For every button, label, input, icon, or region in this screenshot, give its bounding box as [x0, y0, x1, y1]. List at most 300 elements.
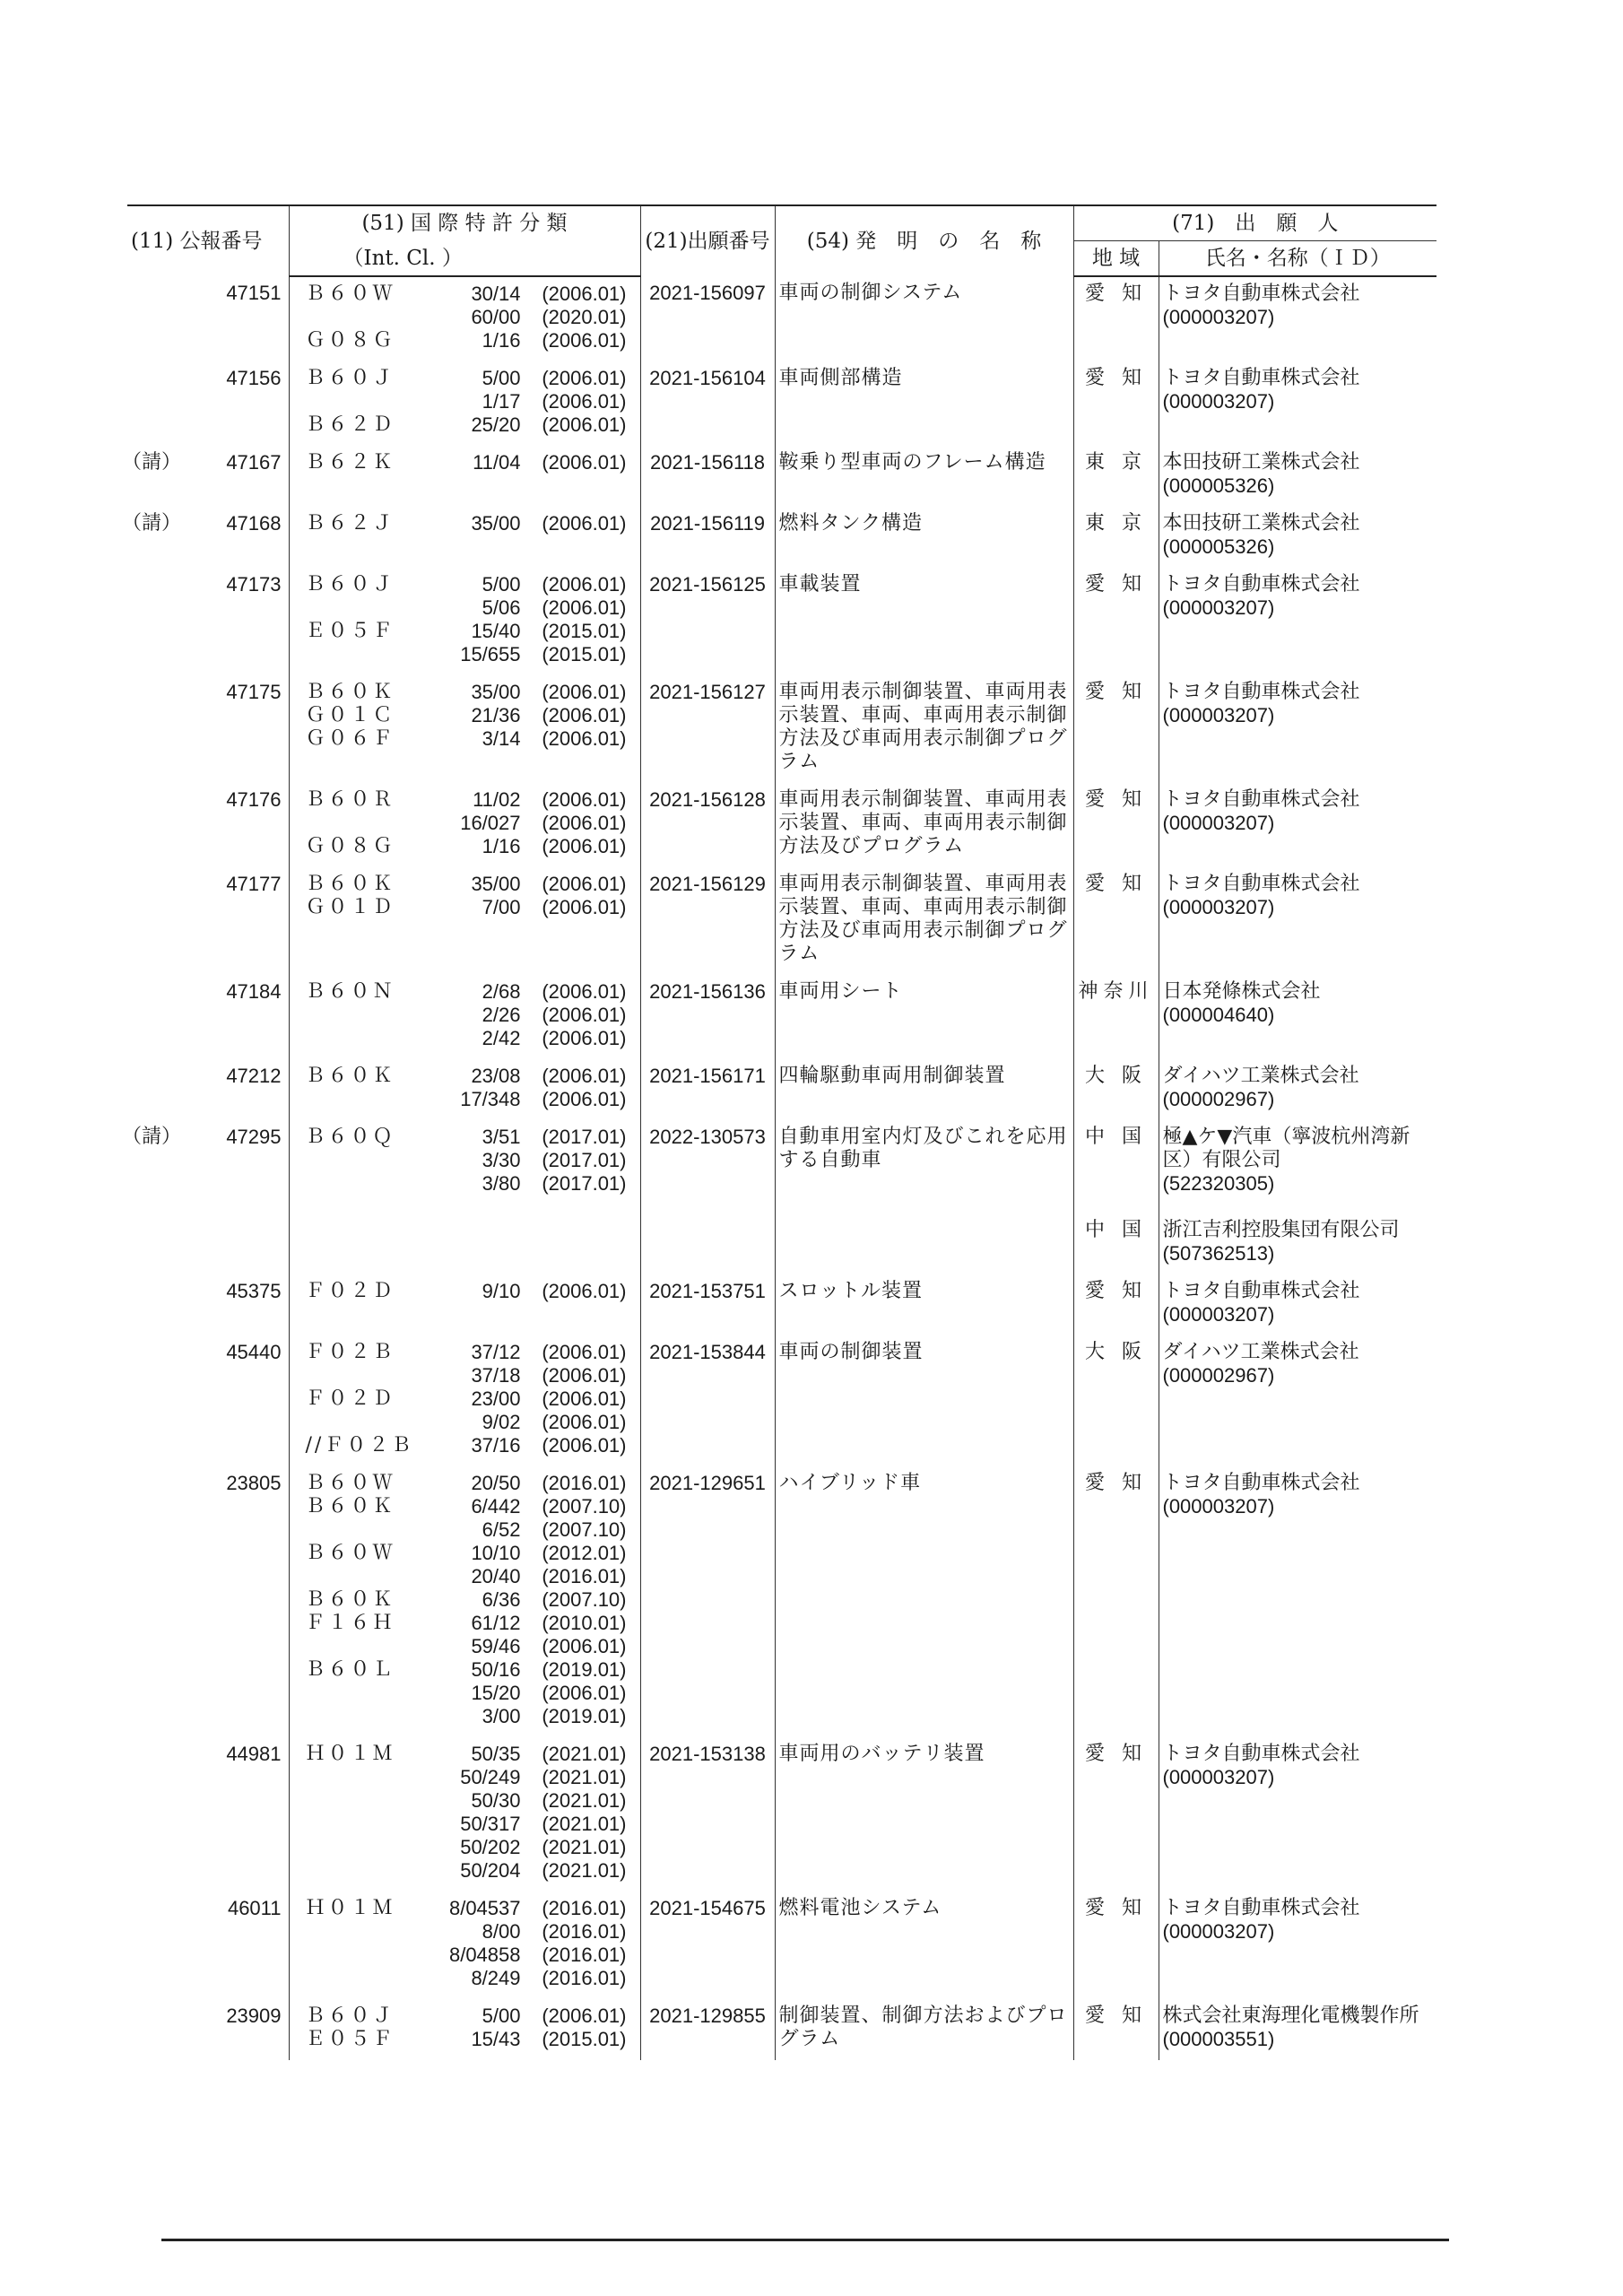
ipc-grp: 7/00: [482, 896, 521, 918]
ipc-grp: 50/249: [460, 1766, 521, 1788]
applicant-region: 大 阪: [1085, 1341, 1147, 1363]
ipc-code: [293, 1836, 412, 1859]
request-mark: （請）: [122, 1126, 182, 1148]
ipc-ver: (2006.01): [542, 896, 627, 918]
ipc-line: [293, 812, 637, 835]
pubno: 47156: [226, 367, 282, 389]
ipc-line: [293, 1766, 637, 1789]
region-cell: [1073, 1466, 1159, 1737]
header-title: (54) 発 明 の 名 称: [775, 205, 1073, 276]
applicant-cell: [1159, 276, 1436, 361]
ipc-ver: (2015.01): [542, 2028, 627, 2050]
applicant-region: 東 京: [1085, 512, 1147, 535]
ipc-line: [293, 835, 637, 858]
applicant-region: 愛 知: [1085, 1472, 1147, 1494]
applicant-region: 愛 知: [1085, 1897, 1147, 1919]
ipc-line: [293, 620, 637, 643]
pubno-cell: [127, 1892, 289, 1999]
invention-title: 車両の制御システム: [775, 276, 1073, 361]
ipc-line: [293, 413, 637, 437]
ipc-grp: 3/51: [482, 1126, 521, 1148]
table-row: [127, 1274, 1436, 1335]
ipc-ver: (2016.01): [542, 1472, 627, 1494]
region-cell: [1073, 975, 1159, 1059]
ipc-grp: 6/442: [471, 1495, 521, 1518]
ipc-line: [293, 1612, 637, 1635]
invention-title: ハイブリッド車: [775, 1466, 1073, 1737]
bottom-rule: [161, 2239, 1449, 2241]
applicant-name: トヨタ自動車株式会社: [1162, 681, 1360, 703]
ipc-line: [293, 1635, 637, 1658]
ipc-grp: 60/00: [471, 306, 521, 328]
ipc-code: Ｂ６０Ｊ: [305, 573, 395, 596]
ipc-grp: 50/317: [460, 1813, 521, 1835]
ipc-line: [293, 1004, 637, 1027]
ipc-code: Ｂ６２Ｄ: [305, 413, 395, 436]
ipc-line: [293, 1920, 637, 1944]
ipc-ver: (2017.01): [542, 1172, 627, 1195]
ipc-ver: (2006.01): [542, 573, 627, 596]
ipc-cell: [289, 1120, 640, 1274]
applicant-id: (000003207): [1162, 390, 1275, 413]
applicant-cell: [1159, 1059, 1436, 1120]
applicant: [1163, 1472, 1434, 1518]
ipc-code: Ｆ０２Ｂ: [305, 1341, 395, 1363]
applicant-cell: [1159, 507, 1436, 568]
ipc-code: Ｂ６０Ｊ: [305, 2005, 395, 2027]
applicant-cell: [1159, 1999, 1436, 2060]
ipc-code: [293, 1172, 412, 1196]
ipc-line: [293, 1126, 637, 1149]
applicant: [1163, 1341, 1434, 1387]
applicant: [1163, 283, 1434, 329]
ipc-code: Ｂ６０Ｎ: [305, 980, 395, 1003]
ipc-grp: 9/02: [482, 1411, 521, 1433]
ipc-code: Ｂ６０Ｋ: [305, 873, 395, 895]
ipc-grp: 15/655: [460, 643, 521, 665]
ipc-line: [293, 1434, 637, 1457]
ipc-line: [293, 1743, 637, 1766]
table-row: [127, 276, 1436, 361]
ipc-ver: (2021.01): [542, 1789, 627, 1812]
ipc-line: [293, 573, 637, 596]
pubno: 45440: [226, 1341, 282, 1363]
header-ipc: (51) 国 際 特 許 分 類: [289, 205, 640, 241]
ipc-grp: 5/06: [482, 596, 521, 619]
pubno-cell: [127, 276, 289, 361]
ipc-line: [293, 1495, 637, 1518]
ipc-ver: (2006.01): [542, 704, 627, 726]
ipc-code: [293, 1967, 412, 1990]
ipc-grp: 8/04537: [448, 1897, 521, 1919]
region-cell: [1073, 1059, 1159, 1120]
applicant-cell: [1159, 1335, 1436, 1466]
applicant-id: (000004640): [1162, 1004, 1275, 1026]
ipc-grp: 9/10: [482, 1280, 521, 1302]
invention-title: 車載装置: [775, 568, 1073, 675]
ipc-grp: 23/00: [471, 1387, 521, 1410]
ipc-code: Ｂ６０Ｗ: [305, 1542, 395, 1564]
ipc-ver: (2021.01): [542, 1836, 627, 1858]
invention-title: 車両用表示制御装置、車両用表示装置、車両、車両用表示制御方法及び車両用表示制御プログラム: [775, 867, 1073, 975]
ipc-cell: [289, 1892, 640, 1999]
applicant-name: 日本発條株式会社: [1162, 980, 1321, 1003]
ipc-line: [293, 1088, 637, 1111]
applicant-id: (000003207): [1162, 596, 1275, 619]
ipc-grp: 11/02: [473, 788, 521, 811]
pubno-cell: [127, 1274, 289, 1335]
ipc-cell: [289, 1737, 640, 1892]
table-row: [127, 675, 1436, 783]
region-cell: [1073, 1999, 1159, 2060]
applicant-region: 東 京: [1085, 451, 1147, 474]
header-pubno: (11) 公報番号: [127, 205, 289, 276]
header-ipc-sub: （Int. Cl. ）: [289, 241, 640, 277]
ipc-grp: 8/00: [482, 1920, 521, 1943]
ipc-grp: 6/36: [482, 1588, 521, 1611]
table-header: [127, 205, 1436, 276]
ipc-line: [293, 512, 637, 535]
ipc-code: //Ｆ０２Ｂ: [305, 1434, 414, 1457]
pubno: 23805: [226, 1472, 282, 1494]
ipc-line: [293, 1705, 637, 1728]
ipc-code: Ｂ６０Ｋ: [305, 1495, 395, 1518]
ipc-grp: 37/12: [471, 1341, 521, 1363]
ipc-line: [293, 1588, 637, 1612]
ipc-grp: 61/12: [471, 1612, 521, 1634]
table-row: [127, 1466, 1436, 1737]
ipc-cell: [289, 446, 640, 507]
ipc-grp: 21/36: [471, 704, 521, 726]
applicant: [1163, 573, 1434, 620]
ipc-line: [293, 329, 637, 352]
pubno-cell: [127, 1466, 289, 1737]
applicant-region: 中 国: [1085, 1219, 1147, 1241]
region-cell: [1073, 1892, 1159, 1999]
region-cell: [1073, 568, 1159, 675]
ipc-code: Ｅ０５Ｆ: [305, 2028, 395, 2050]
applicant: [1163, 1743, 1434, 1789]
patent-gazette-page: [122, 204, 1436, 2060]
ipc-grp: 37/16: [471, 1434, 521, 1457]
region-cell: [1073, 675, 1159, 783]
invention-title: 燃料タンク構造: [775, 507, 1073, 568]
pubno: 45375: [226, 1280, 282, 1302]
applicant-cell: [1159, 361, 1436, 446]
ipc-ver: (2006.01): [542, 1004, 627, 1026]
ipc-grp: 3/80: [482, 1172, 521, 1195]
applicant-id: (000005326): [1162, 535, 1275, 558]
table-row: [127, 507, 1436, 568]
ipc-ver: (2012.01): [542, 1542, 627, 1564]
applicant-region: 愛 知: [1085, 788, 1147, 811]
ipc-ver: (2006.01): [542, 873, 627, 895]
ipc-line: [293, 896, 637, 919]
ipc-line: [293, 704, 637, 727]
pubno-cell: [127, 1737, 289, 1892]
appno-cell: 2021-156171: [640, 1059, 775, 1120]
pubno: 44981: [226, 1743, 282, 1765]
applicant-name: トヨタ自動車株式会社: [1162, 1897, 1360, 1919]
appno-cell: 2021-156097: [640, 276, 775, 361]
ipc-grp: 1/17: [482, 390, 521, 413]
applicant-cell: [1159, 1466, 1436, 1737]
applicant: [1163, 980, 1434, 1027]
table-row: [127, 1999, 1436, 2060]
applicant-name: 極▲ケ▼汽車（寧波杭州湾新区）有限公司: [1162, 1126, 1410, 1171]
table-row: [127, 783, 1436, 867]
ipc-grp: 11/04: [473, 451, 521, 474]
applicant-cell: [1159, 783, 1436, 867]
pubno-cell: [127, 675, 289, 783]
ipc-code: [293, 390, 412, 413]
applicant-id: (000005326): [1162, 474, 1275, 497]
applicant-id: (000003207): [1162, 1495, 1275, 1518]
applicant: [1163, 681, 1434, 727]
ipc-code: [293, 1635, 412, 1658]
ipc-cell: [289, 1466, 640, 1737]
region-spacer: [1078, 1149, 1155, 1219]
ipc-line: [293, 788, 637, 812]
applicant-id: (000003207): [1162, 704, 1275, 726]
ipc-ver: (2017.01): [542, 1126, 627, 1148]
ipc-code: [293, 1411, 412, 1434]
ipc-ver: (2021.01): [542, 1813, 627, 1835]
ipc-code: Ｇ０１Ｃ: [305, 704, 395, 726]
applicant-name: 浙江吉利控股集団有限公司: [1162, 1219, 1400, 1241]
ipc-grp: 3/30: [482, 1149, 521, 1171]
ipc-line: [293, 1813, 637, 1836]
invention-title: 制御装置、制御方法およびプログラム: [775, 1999, 1073, 2060]
ipc-grp: 15/43: [471, 2028, 521, 2050]
pubno: 47168: [226, 512, 282, 535]
ipc-code: [293, 1088, 412, 1111]
ipc-ver: (2006.01): [542, 1027, 627, 1049]
applicant-cell: [1159, 867, 1436, 975]
ipc-line: [293, 1565, 637, 1588]
ipc-grp: 35/00: [471, 873, 521, 895]
applicant-name: トヨタ自動車株式会社: [1162, 1743, 1360, 1765]
table-row: [127, 975, 1436, 1059]
ipc-line: [293, 1411, 637, 1434]
ipc-grp: 50/35: [471, 1743, 521, 1765]
header-region: 地 域: [1073, 241, 1159, 277]
applicant-id: (507362513): [1162, 1242, 1275, 1265]
pubno-cell: [127, 1999, 289, 2060]
ipc-grp: 2/68: [482, 980, 521, 1003]
ipc-code: [293, 643, 412, 666]
ipc-ver: (2007.10): [542, 1518, 627, 1541]
ipc-line: [293, 1542, 637, 1565]
ipc-code: Ｂ６０Ｗ: [305, 1472, 395, 1494]
applicant-name: ダイハツ工業株式会社: [1162, 1341, 1359, 1363]
applicant-region: 愛 知: [1085, 1743, 1147, 1765]
ipc-ver: (2016.01): [542, 1565, 627, 1587]
ipc-code: [293, 1944, 412, 1967]
applicant: [1163, 367, 1434, 413]
ipc-ver: (2016.01): [542, 1920, 627, 1943]
ipc-code: [293, 1705, 412, 1728]
applicant: [1163, 1065, 1434, 1111]
pubno: 47295: [226, 1126, 282, 1148]
invention-title: 燃料電池システム: [775, 1892, 1073, 1999]
ipc-grp: 50/202: [460, 1836, 521, 1858]
ipc-ver: (2006.01): [542, 1434, 627, 1457]
region-cell: [1073, 1737, 1159, 1892]
ipc-code: Ｇ０８Ｇ: [305, 329, 395, 352]
ipc-code: [293, 1565, 412, 1588]
ipc-line: [293, 873, 637, 896]
ipc-ver: (2006.01): [542, 2005, 627, 2027]
ipc-line: [293, 367, 637, 390]
ipc-ver: (2006.01): [542, 1411, 627, 1433]
ipc-ver: (2006.01): [542, 329, 627, 352]
applicant-id: (000002967): [1162, 1088, 1275, 1110]
ipc-line: [293, 1387, 637, 1411]
appno-cell: 2021-153844: [640, 1335, 775, 1466]
ipc-line: [293, 1789, 637, 1813]
ipc-code: [293, 1518, 412, 1542]
pubno: 47212: [226, 1065, 282, 1087]
ipc-grp: 50/16: [471, 1658, 521, 1681]
ipc-code: [293, 1682, 412, 1705]
applicant-id: (000003207): [1162, 1920, 1275, 1943]
applicant-region: 愛 知: [1085, 2005, 1147, 2027]
pubno-cell: [127, 568, 289, 675]
table-row: [127, 446, 1436, 507]
applicant: [1163, 1280, 1434, 1326]
ipc-grp: 20/40: [471, 1565, 521, 1587]
applicant: [1163, 1219, 1434, 1265]
ipc-code: [293, 596, 412, 620]
region-cell: [1073, 507, 1159, 568]
ipc-line: [293, 1280, 637, 1303]
appno-cell: 2021-156127: [640, 675, 775, 783]
ipc-code: [293, 1004, 412, 1027]
applicant-cell: [1159, 1892, 1436, 1999]
ipc-line: [293, 1944, 637, 1967]
ipc-line: [293, 2005, 637, 2028]
ipc-cell: [289, 783, 640, 867]
table-row: [127, 1892, 1436, 1999]
appno-cell: 2021-156125: [640, 568, 775, 675]
ipc-code: Ｂ６０Ｋ: [305, 1588, 395, 1611]
ipc-line: [293, 980, 637, 1004]
ipc-line: [293, 681, 637, 704]
ipc-code: [293, 1859, 412, 1883]
table-row: [127, 867, 1436, 975]
invention-title: 車両用シート: [775, 975, 1073, 1059]
table-row: [127, 1335, 1436, 1466]
header-name: 氏名・名称（ＩＤ）: [1159, 241, 1436, 277]
appno-cell: 2021-156118: [640, 446, 775, 507]
applicant: [1163, 512, 1434, 559]
request-mark: （請）: [122, 512, 182, 535]
ipc-ver: (2006.01): [542, 1682, 627, 1704]
ipc-grp: 1/16: [482, 329, 521, 352]
ipc-ver: (2006.01): [542, 283, 627, 305]
ipc-line: [293, 1172, 637, 1196]
ipc-code: Ｆ１６Ｈ: [305, 1612, 395, 1634]
ipc-grp: 2/42: [482, 1027, 521, 1049]
ipc-ver: (2006.01): [542, 980, 627, 1003]
invention-title: 車両用のバッテリ装置: [775, 1737, 1073, 1892]
applicant-name: トヨタ自動車株式会社: [1162, 573, 1360, 596]
ipc-code: Ｅ０５Ｆ: [305, 620, 395, 642]
ipc-ver: (2006.01): [542, 367, 627, 389]
ipc-ver: (2016.01): [542, 1944, 627, 1966]
ipc-ver: (2006.01): [542, 451, 627, 474]
ipc-ver: (2006.01): [542, 1280, 627, 1302]
ipc-code: Ｂ６０Ｑ: [305, 1126, 395, 1148]
ipc-ver: (2021.01): [542, 1743, 627, 1765]
appno-cell: 2021-156128: [640, 783, 775, 867]
applicant-id: (522320305): [1162, 1172, 1275, 1195]
ipc-grp: 15/20: [471, 1682, 521, 1704]
ipc-grp: 16/027: [460, 812, 521, 834]
ipc-grp: 5/00: [482, 2005, 521, 2027]
applicant-id: (000003207): [1162, 1766, 1275, 1788]
ipc-code: [293, 1364, 412, 1387]
applicant-region: 愛 知: [1085, 367, 1147, 389]
applicant-region: 愛 知: [1085, 873, 1147, 895]
ipc-code: Ｆ０２Ｄ: [305, 1280, 395, 1302]
pubno: 47184: [226, 980, 282, 1003]
ipc-ver: (2016.01): [542, 1967, 627, 1989]
ipc-line: [293, 1364, 637, 1387]
pubno: 23909: [226, 2005, 282, 2027]
ipc-cell: [289, 1274, 640, 1335]
pubno: 47176: [226, 788, 282, 811]
ipc-grp: 15/40: [471, 620, 521, 642]
applicant-name: ダイハツ工業株式会社: [1162, 1065, 1359, 1087]
ipc-ver: (2006.01): [542, 512, 627, 535]
applicant-name: 本田技研工業株式会社: [1162, 451, 1360, 474]
request-mark: （請）: [122, 451, 182, 474]
ipc-ver: (2019.01): [542, 1658, 627, 1681]
applicant-cell: [1159, 1274, 1436, 1335]
ipc-ver: (2006.01): [542, 1635, 627, 1657]
ipc-ver: (2010.01): [542, 1612, 627, 1634]
appno-cell: 2021-129855: [640, 1999, 775, 2060]
appno-cell: 2021-154675: [640, 1892, 775, 1999]
appno-cell: 2021-156104: [640, 361, 775, 446]
ipc-ver: (2007.10): [542, 1588, 627, 1611]
pubno-cell: [127, 867, 289, 975]
ipc-grp: 5/00: [482, 573, 521, 596]
ipc-code: [293, 306, 412, 329]
header-appno: (21)出願番号: [640, 205, 775, 276]
ipc-code: Ｂ６２Ｋ: [305, 451, 395, 474]
ipc-line: [293, 306, 637, 329]
pubno: 46011: [227, 1897, 282, 1919]
ipc-ver: (2006.01): [542, 812, 627, 834]
applicant-id: (000002967): [1162, 1364, 1275, 1387]
invention-title: 車両用表示制御装置、車両用表示装置、車両、車両用表示制御方法及び車両用表示制御プログラム: [775, 675, 1073, 783]
ipc-line: [293, 1518, 637, 1542]
applicant-id: (000003207): [1162, 812, 1275, 834]
ipc-ver: (2006.01): [542, 681, 627, 703]
applicant-name: トヨタ自動車株式会社: [1162, 873, 1360, 895]
applicant-id: (000003551): [1162, 2028, 1275, 2050]
applicant-region: 愛 知: [1085, 283, 1147, 305]
applicant: [1163, 873, 1434, 919]
table-body: [122, 276, 1436, 2060]
ipc-code: Ｂ６０Ｗ: [305, 283, 395, 305]
applicant-name: 本田技研工業株式会社: [1162, 512, 1360, 535]
pubno-cell: [122, 1120, 289, 1274]
applicant-cell: [1159, 1120, 1436, 1274]
